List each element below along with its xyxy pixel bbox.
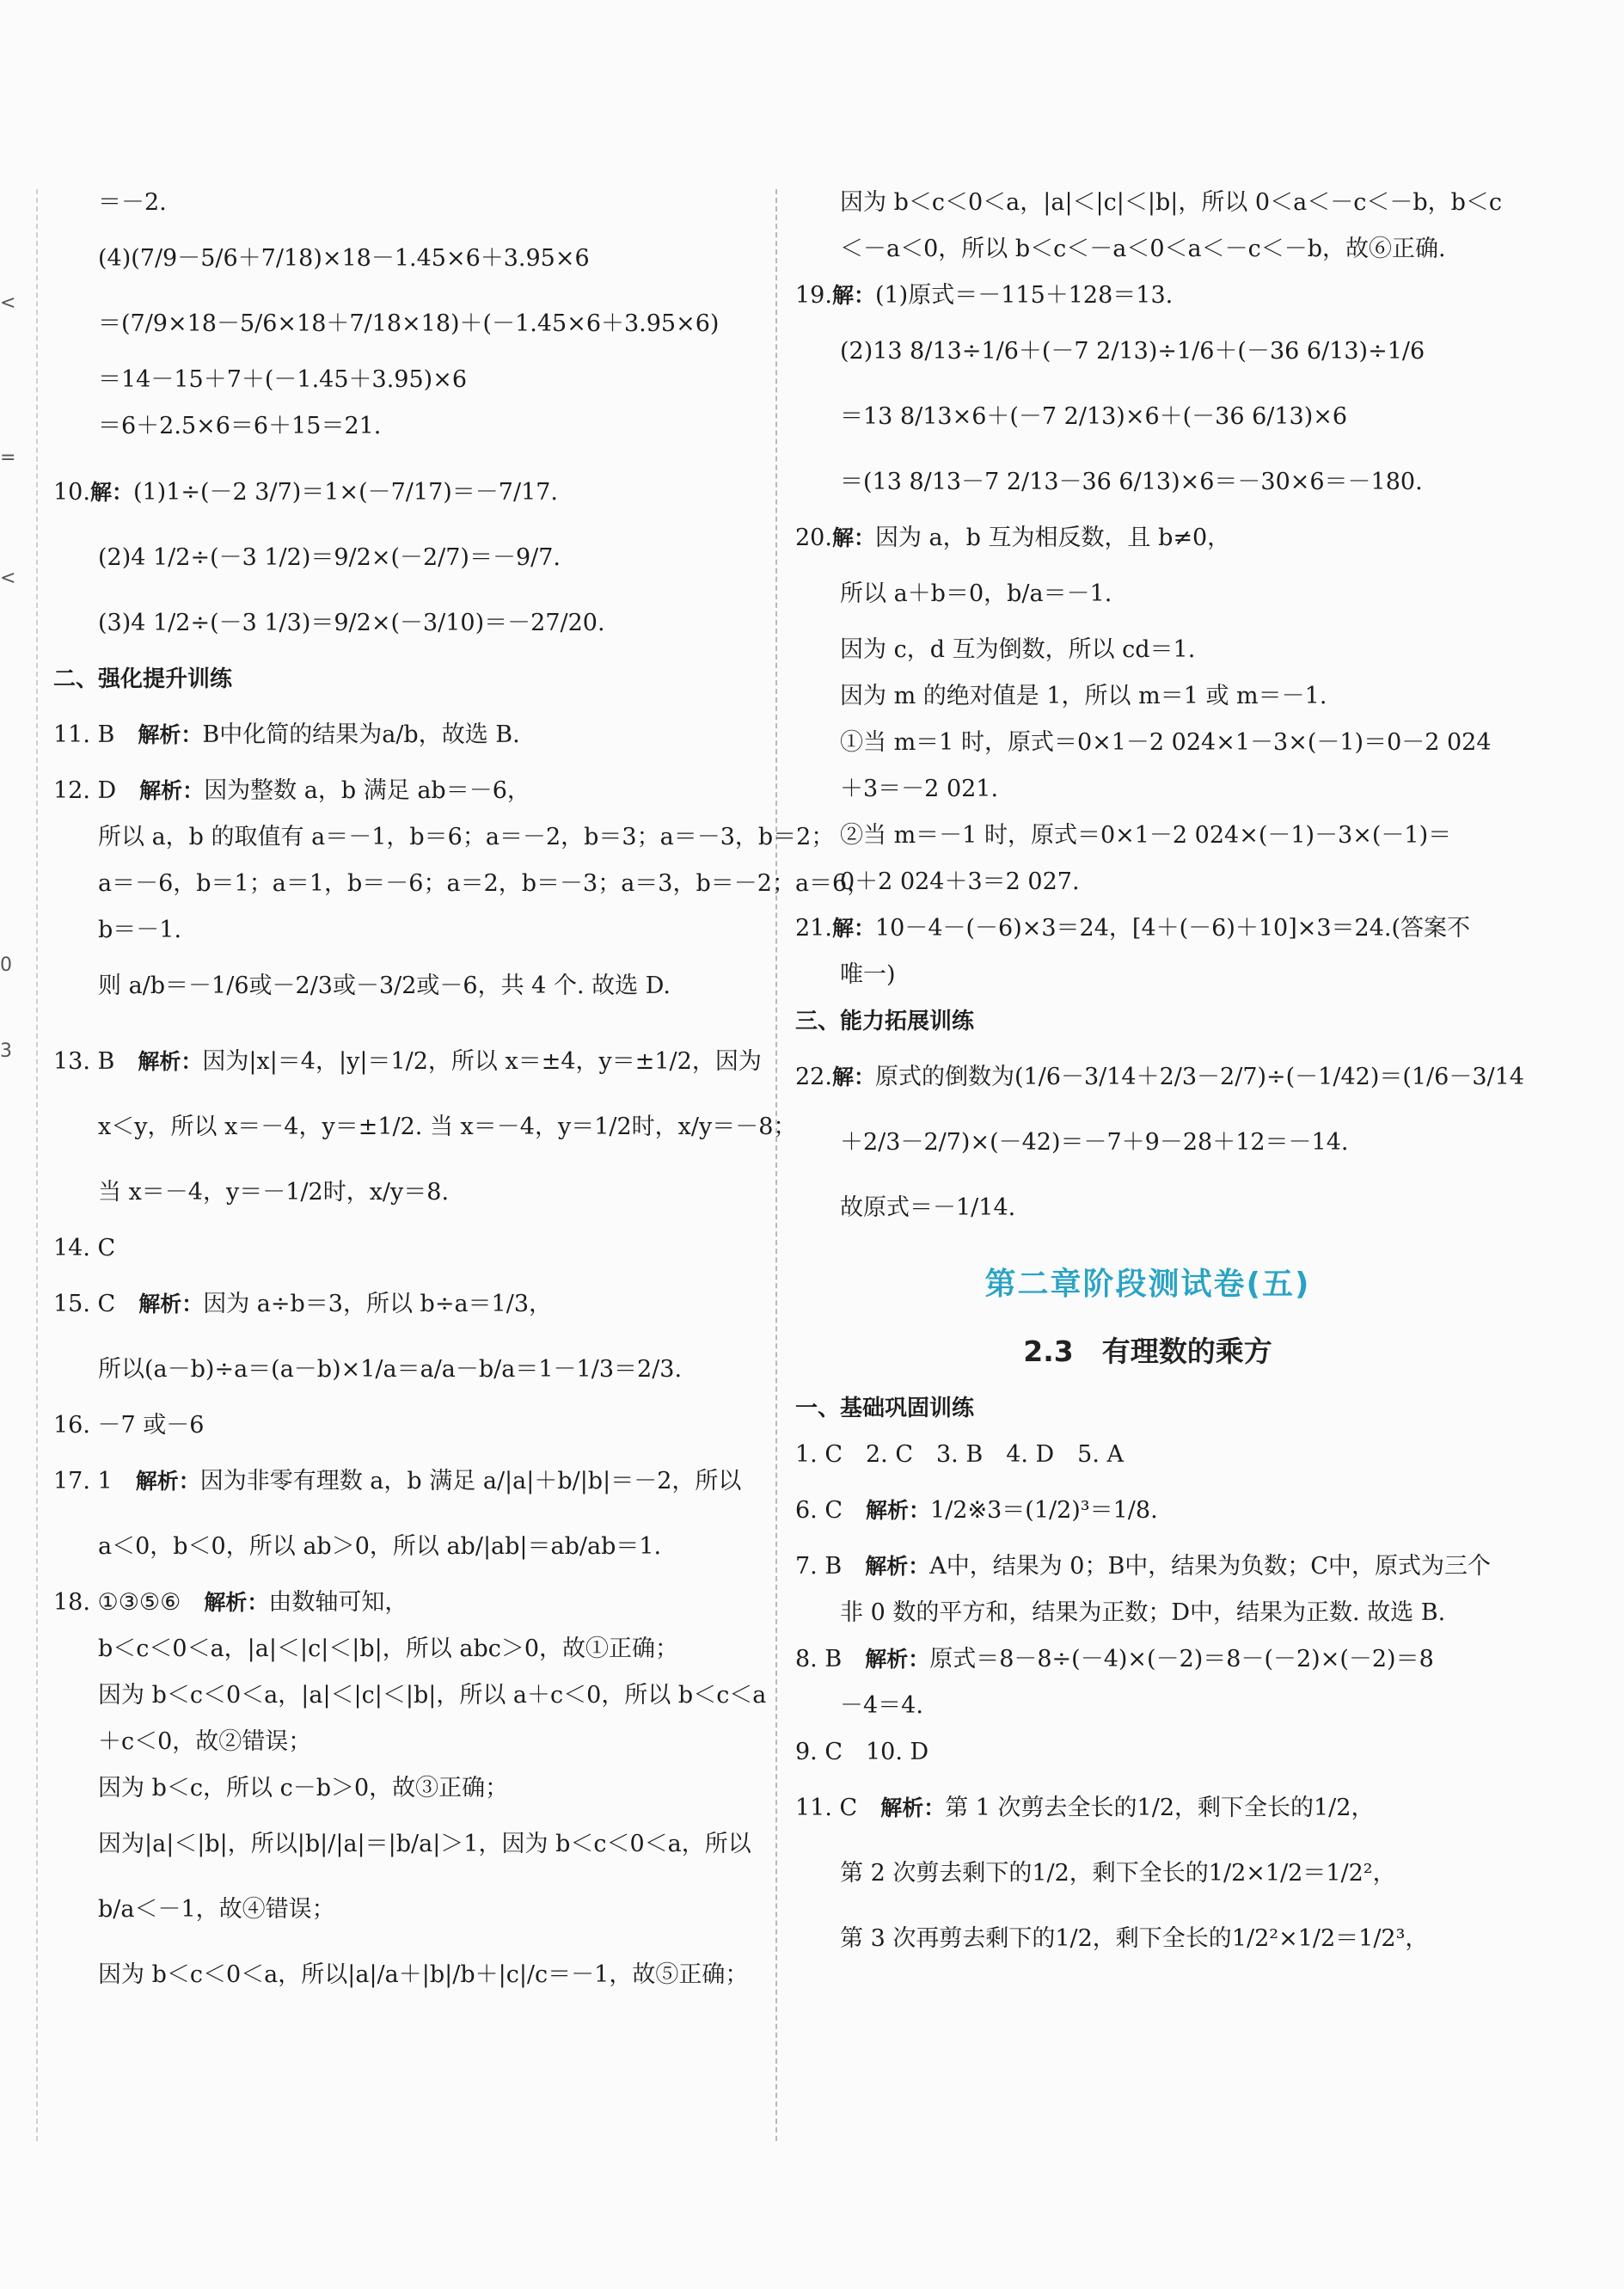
item-text: A中，结果为 0；B中，结果为负数；C中，原式为三个 (929, 1553, 1491, 1580)
item-number: 11. B (53, 721, 115, 748)
item-number: 19. (795, 282, 832, 309)
analysis-label: 解析： (138, 722, 203, 747)
chapter-title: 第二章阶段测试卷(五) (984, 1267, 1311, 1302)
item-text: 因为非零有理数 a，b 满足 a/|a|＋b/|b|＝－2，所以 (199, 1468, 742, 1494)
edge-mark: < (0, 568, 16, 589)
answer-item-21 (795, 913, 1500, 944)
answer-item-6 (795, 1486, 1500, 1536)
item-text: 原式＝8－8÷(－4)×(－2)＝8－(－2)×(－2)＝8 (929, 1646, 1434, 1672)
text-line: ＝－2. (98, 189, 167, 216)
text-line: 所以 a，b 的取值有 a＝－1，b＝6；a＝－2，b＝3；a＝－3，b＝2； (98, 824, 835, 850)
text-line: 第 2 次剪去剩下的1/2，剩下全长的1/2×1/2＝1/2²， (840, 1860, 1396, 1887)
text-line: ＝6＋2.5×6＝6＋15＝21. (98, 413, 382, 439)
item-number: 20. (795, 525, 832, 551)
analysis-label: 解析： (204, 1590, 269, 1615)
item-text: (1)原式＝－115＋128＝13. (874, 282, 1174, 309)
text-line: 故原式＝－1/14. (840, 1194, 1016, 1221)
answer-item-19 (795, 280, 1500, 311)
item-text: (1)1÷(－2 3/7)＝1×(－7/17)＝－7/17. (132, 479, 559, 506)
item-number: 7. B (795, 1553, 843, 1580)
item-number: 12. D (53, 777, 117, 804)
item-text: 第 1 次剪去全长的1/2，剩下全长的1/2， (945, 1795, 1375, 1821)
section-heading: 一、基础巩固训练 (795, 1396, 975, 1421)
text-line: b/a＜－1，故④错误； (98, 1896, 335, 1923)
text-line: b＝－1. (98, 917, 182, 943)
text-line: (4)(7/9－5/6＋7/18)×18－1.45×6＋3.95×6 (98, 245, 590, 272)
answer-item-13 (53, 1037, 762, 1087)
answer-item-7 (795, 1551, 1500, 1582)
text-line: 因为 c，d 互为倒数，所以 cd＝1. (840, 636, 1196, 663)
item-number: 6. C (795, 1497, 843, 1524)
solution-label: 解： (831, 1065, 875, 1089)
text-line: －4＝4. (840, 1692, 923, 1719)
text-line: b＜c＜0＜a，|a|＜|c|＜|b|，所以 abc＞0，故①正确； (98, 1635, 679, 1662)
analysis-label: 解析： (135, 1469, 200, 1494)
text-line: ＝14－15＋7＋(－1.45＋3.95)×6 (98, 366, 467, 393)
item-number: 17. 1 (53, 1468, 113, 1494)
text-line: ＋3＝－2 021. (840, 776, 999, 802)
answer-item-18 (53, 1587, 758, 1618)
text-line: ＝(7/9×18－5/6×18＋7/18×18)＋(－1.45×6＋3.95×6) (98, 310, 720, 337)
item-text: 原式的倒数为(1/6－3/14＋2/3－2/7)÷(－1/42)＝(1/6－3/14 (874, 1064, 1524, 1090)
solution-label: 解： (831, 525, 875, 550)
item-text: 由数轴可知， (268, 1589, 408, 1616)
text-line: 0＋2 024＋3＝2 027. (840, 868, 1080, 895)
text-line: 所以 a＋b＝0，b/a＝－1. (840, 580, 1112, 607)
text-line: ＝13 8/13×6＋(－7 2/13)×6＋(－36 6/13)×6 (840, 403, 1348, 430)
answer-row-9-10: 9. C 10. D (795, 1739, 929, 1765)
item-text: 因为整数 a，b 满足 ab＝－6， (204, 777, 530, 804)
item-number: 11. C (795, 1795, 858, 1821)
text-line: (2)4 1/2÷(－3 1/2)＝9/2×(－2/7)＝－9/7. (98, 544, 561, 571)
column-divider (775, 189, 777, 2141)
item-text: 因为 a÷b＝3，所以 b÷a＝1/3， (203, 1291, 553, 1317)
text-line: ＝(13 8/13－7 2/13－36 6/13)×6＝－30×6＝－180. (840, 469, 1423, 495)
text-line: 因为 m 的绝对值是 1，所以 m＝1 或 m＝－1. (840, 683, 1327, 709)
page-edge-divider (36, 189, 38, 2141)
answer-item-8 (795, 1644, 1500, 1675)
answer-item-20 (795, 523, 1500, 554)
answer-item-10 (53, 468, 758, 518)
analysis-label: 解析： (865, 1647, 930, 1672)
analysis-label: 解析： (866, 1498, 931, 1523)
edge-mark: 0 (0, 954, 12, 976)
text-line: ＜－a＜0，所以 b＜c＜－a＜0＜a＜－c＜－b，故⑥正确. (840, 236, 1446, 262)
right-column (795, 187, 1524, 1964)
section-heading: 三、能力拓展训练 (795, 1009, 975, 1034)
text-line: ①当 m＝1 时，原式＝0×1－2 024×1－3×(－1)＝0－2 024 (840, 729, 1492, 756)
item-number: 15. C (53, 1291, 116, 1317)
solution-label: 解： (831, 283, 875, 308)
text-line: 所以(a－b)÷a＝(a－b)×1/a＝a/a－b/a＝1－1/3＝2/3. (98, 1356, 683, 1383)
item-number: 18. ①③⑤⑥ (53, 1589, 181, 1616)
answer-row-1-5: 1. C 2. C 3. B 4. D 5. A (795, 1441, 1125, 1468)
answer-item-17 (53, 1457, 758, 1507)
solution-label: 解： (89, 480, 133, 505)
answer-item-14: 14. C (53, 1235, 116, 1261)
edge-mark: = (0, 447, 16, 469)
analysis-label: 解析： (138, 1292, 204, 1316)
item-number: 8. B (795, 1646, 843, 1672)
text-line: a＝－6，b＝1；a＝1，b＝－6；a＝2，b＝－3；a＝3，b＝－2；a＝6， (98, 870, 871, 897)
text-line: ＋2/3－2/7)×(－42)＝－7＋9－28＋12＝－14. (840, 1129, 1349, 1156)
text-line: 因为|a|＜|b|，所以|b|/|a|＝|b/a|＞1，因为 b＜c＜0＜a，所以 (98, 1831, 751, 1857)
text-line: 因为 b＜c＜0＜a，所以|a|/a＋|b|/b＋|c|/c＝－1，故⑤正确； (98, 1961, 749, 1988)
text-line: 当 x＝－4，y＝－1/2时，x/y＝8. (98, 1179, 450, 1206)
answer-item-22 (795, 1052, 1524, 1102)
text-line: 唯一) (840, 961, 896, 988)
item-text: 10－4－(－6)×3＝24，[4＋(－6)＋10]×3＝24.(答案不 (874, 915, 1471, 942)
text-line: 非 0 数的平方和，结果为正数；D中，结果为正数. 故选 B. (840, 1599, 1446, 1626)
text-line: ②当 m＝－1 时，原式＝0×1－2 024×(－1)－3×(－1)＝ (840, 822, 1452, 849)
solution-label: 解： (831, 916, 875, 941)
analysis-label: 解析： (139, 778, 205, 803)
item-number: 13. B (53, 1048, 115, 1075)
analysis-label: 解析： (865, 1554, 930, 1579)
text-line: 因为 b＜c，所以 c－b＞0，故③正确； (98, 1775, 509, 1801)
answer-item-16: 16. －7 或－6 (53, 1412, 205, 1439)
item-text: 因为 a，b 互为相反数，且 b≠0， (874, 525, 1231, 551)
text-line: 第 3 次再剪去剩下的1/2，剩下全长的1/2²×1/2＝1/2³， (840, 1925, 1429, 1952)
item-number: 10. (53, 479, 90, 506)
item-text: 1/2※3＝(1/2)³＝1/8. (930, 1497, 1158, 1524)
answer-item-11 (53, 710, 758, 760)
text-line: (3)4 1/2÷(－3 1/3)＝9/2×(－3/10)＝－27/20. (98, 610, 605, 636)
analysis-label: 解析： (880, 1795, 946, 1820)
answer-item-12 (53, 776, 758, 807)
section-heading: 二、强化提升训练 (53, 666, 233, 692)
answer-item-15 (53, 1280, 758, 1329)
item-text: 因为|x|＝4，|y|＝1/2，所以 x＝±4，y＝±1/2，因为 (202, 1048, 762, 1075)
answer-item-11 (795, 1783, 1500, 1833)
text-line: x＜y，所以 x＝－4，y＝±1/2. 当 x＝－4，y＝1/2时，x/y＝－8； (98, 1114, 797, 1140)
edge-mark: 3 (0, 1040, 12, 1062)
edge-mark: < (0, 292, 16, 314)
text-line: 则 a/b＝－1/6或－2/3或－3/2或－6，共 4 个. 故选 D. (98, 973, 671, 999)
item-text: B中化简的结果为a/b，故选 B. (202, 721, 520, 748)
text-line: 因为 b＜c＜0＜a，|a|＜|c|＜|b|，所以 a＋c＜0，所以 b＜c＜a (98, 1682, 767, 1709)
text-line: a＜0，b＜0，所以 ab＞0，所以 ab/|ab|＝ab/ab＝1. (98, 1533, 662, 1560)
item-number: 21. (795, 915, 832, 942)
subsection-title: 2.3 有理数的乘方 (1023, 1335, 1272, 1368)
text-line: ＋c＜0，故②错误； (98, 1728, 312, 1755)
text-line: 因为 b＜c＜0＜a，|a|＜|c|＜|b|，所以 0＜a＜－c＜－b，b＜c (840, 189, 1503, 216)
item-number: 22. (795, 1064, 832, 1090)
analysis-label: 解析： (138, 1049, 203, 1074)
text-line: (2)13 8/13÷1/6＋(－7 2/13)÷1/6＋(－36 6/13)÷1/6 (840, 338, 1425, 365)
